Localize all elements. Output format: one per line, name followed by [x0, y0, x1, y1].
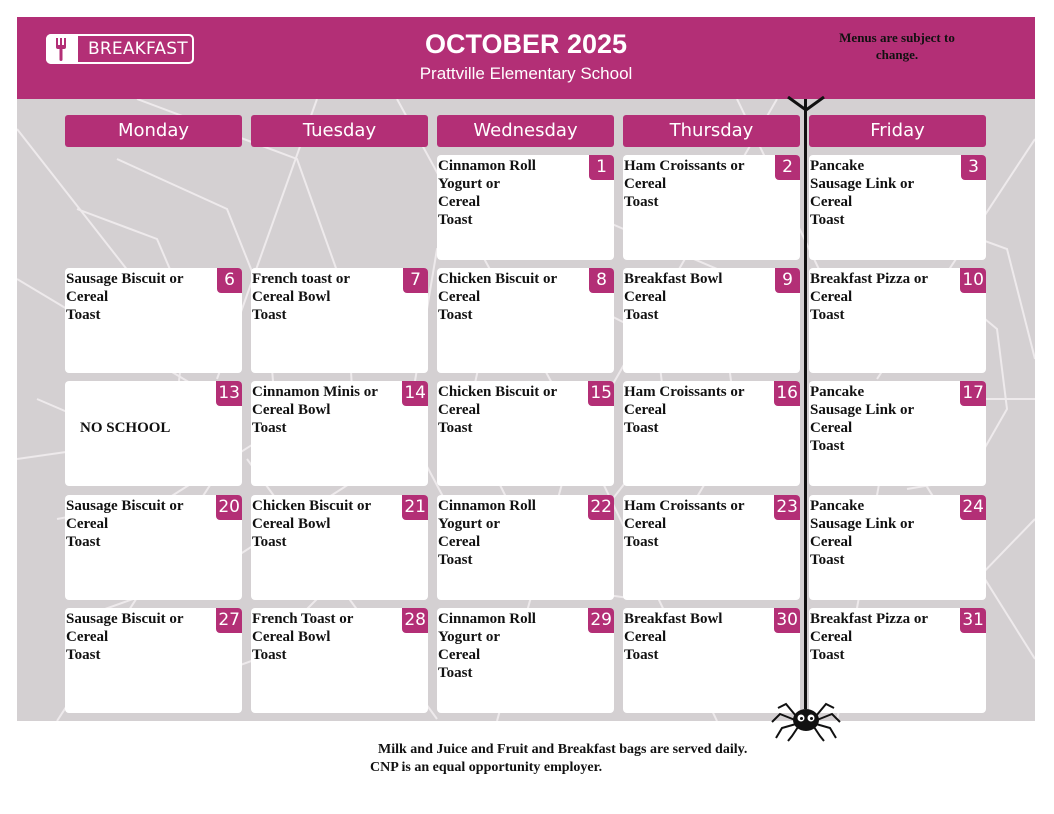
day-number-badge: 16 — [774, 381, 800, 406]
menu-item: Pancake — [810, 384, 865, 400]
day-cell — [251, 495, 428, 600]
day-cell — [623, 268, 800, 373]
menu-items — [438, 157, 588, 229]
menu-item: Cereal Bowl — [252, 289, 331, 305]
menu-items — [624, 497, 774, 551]
menu-item: Cereal — [438, 402, 481, 418]
menu-item: Toast — [624, 534, 659, 550]
menu-items — [624, 270, 774, 324]
menu-item: Chicken Biscuit or — [438, 384, 558, 400]
menu-item: Toast — [810, 438, 845, 454]
day-header-monday: Monday — [65, 115, 242, 147]
menu-item: Toast — [438, 552, 473, 568]
spider-icon — [770, 694, 842, 742]
menu-item: Cereal — [438, 289, 481, 305]
menu-item: Cereal — [624, 629, 667, 645]
menu-item: Cereal Bowl — [252, 402, 331, 418]
menu-item: Cereal — [624, 176, 667, 192]
menu-item: Sausage Biscuit or — [66, 498, 184, 514]
day-cell — [65, 608, 242, 713]
day-number-badge: 3 — [961, 155, 986, 180]
day-cell — [623, 381, 800, 486]
day-number-badge: 6 — [217, 268, 242, 293]
menu-item: Cereal — [810, 420, 853, 436]
menu-item: Toast — [252, 307, 287, 323]
day-cell — [809, 381, 986, 486]
breakfast-badge — [46, 34, 194, 64]
menu-item: French toast or — [252, 271, 351, 287]
menu-item: Sausage Biscuit or — [66, 271, 184, 287]
day-cell — [65, 381, 242, 486]
day-number-badge: 10 — [960, 268, 986, 293]
menu-item: Toast — [810, 647, 845, 663]
menu-item: Cereal Bowl — [252, 629, 331, 645]
menu-items — [810, 497, 960, 569]
menu-items — [438, 383, 588, 437]
day-number-badge: 9 — [775, 268, 800, 293]
badge-label: BREAKFAST — [88, 39, 188, 59]
menu-item: Cereal — [810, 534, 853, 550]
day-header-tuesday: Tuesday — [251, 115, 428, 147]
menu-item: Toast — [810, 212, 845, 228]
day-number-badge: 24 — [960, 495, 986, 520]
menu-item: Pancake — [810, 498, 865, 514]
menu-item: Toast — [624, 307, 659, 323]
header-banner — [17, 17, 1035, 99]
day-number-badge: 27 — [216, 608, 242, 633]
menu-item: Cereal — [810, 289, 853, 305]
menu-item: Cereal — [66, 289, 109, 305]
day-number-badge: 7 — [403, 268, 428, 293]
menu-items — [252, 497, 402, 551]
day-cell — [623, 495, 800, 600]
menu-item: Cereal — [66, 516, 109, 532]
empty-day-cell — [65, 155, 242, 260]
menu-item: Sausage Link or — [810, 516, 915, 532]
menu-item: Toast — [624, 647, 659, 663]
note-line-2: change. — [875, 47, 919, 62]
menu-items — [252, 610, 402, 664]
day-cell — [437, 268, 614, 373]
menu-item: Cereal — [66, 629, 109, 645]
menu-item: Toast — [438, 420, 473, 436]
menu-items — [66, 270, 216, 324]
menu-items — [252, 270, 402, 324]
day-cell — [809, 155, 986, 260]
school-name: Prattville Elementary School — [419, 64, 633, 83]
page-title: OCTOBER 2025 — [424, 29, 628, 59]
menu-item: Cereal — [810, 194, 853, 210]
day-number-badge: 15 — [588, 381, 614, 406]
menu-item: Toast — [438, 212, 473, 228]
day-number-badge: 8 — [589, 268, 614, 293]
menu-item: Breakfast Pizza or — [810, 611, 929, 627]
menu-item: Cereal — [624, 402, 667, 418]
day-cell — [809, 495, 986, 600]
menu-item: Cereal — [810, 629, 853, 645]
day-cell — [65, 268, 242, 373]
day-number-badge: 17 — [960, 381, 986, 406]
menu-item: Cereal Bowl — [252, 516, 331, 532]
menu-item: Cereal — [624, 289, 667, 305]
day-number-badge: 29 — [588, 608, 614, 633]
menu-items — [438, 610, 588, 682]
day-number-badge: 28 — [402, 608, 428, 633]
menu-item: Toast — [438, 665, 473, 681]
menu-item: Toast — [252, 647, 287, 663]
footer-notes — [360, 741, 840, 777]
menu-item: Cereal — [438, 647, 481, 663]
day-cell — [437, 381, 614, 486]
day-cell — [65, 495, 242, 600]
day-cell — [437, 155, 614, 260]
menu-items — [66, 497, 216, 551]
menu-item: Pancake — [810, 158, 865, 174]
day-cell — [251, 381, 428, 486]
menu-item: Sausage Link or — [810, 176, 915, 192]
day-header-wednesday: Wednesday — [437, 115, 614, 147]
menu-item: Breakfast Bowl — [624, 611, 723, 627]
menu-item: Toast — [66, 534, 101, 550]
menu-items — [810, 270, 960, 324]
day-cell — [623, 155, 800, 260]
thread-anchor-icon — [785, 96, 827, 112]
menu-item: Breakfast Pizza or — [810, 271, 929, 287]
day-number-badge: 22 — [588, 495, 614, 520]
menu-item: Cereal — [624, 516, 667, 532]
menu-item: Ham Croissants or — [624, 384, 745, 400]
day-header-thursday: Thursday — [623, 115, 800, 147]
no-school-label: NO SCHOOL — [80, 420, 171, 436]
menu-items — [624, 610, 774, 664]
menu-items — [252, 383, 402, 437]
footer-line-2: CNP is an equal opportunity employer. — [370, 760, 603, 775]
menu-item: Toast — [624, 420, 659, 436]
menu-item: Toast — [252, 534, 287, 550]
menu-item: Breakfast Bowl — [624, 271, 723, 287]
footer-line-1: Milk and Juice and Fruit and Breakfast bags are served daily. — [378, 742, 748, 757]
menu-item: Toast — [66, 647, 101, 663]
spider-thread — [804, 99, 807, 709]
menu-item: Ham Croissants or — [624, 158, 745, 174]
menu-item: Ham Croissants or — [624, 498, 745, 514]
menu-item: Toast — [66, 307, 101, 323]
day-cell — [437, 495, 614, 600]
menu-item: Sausage Biscuit or — [66, 611, 184, 627]
menu-items — [810, 157, 960, 229]
day-number-badge: 1 — [589, 155, 614, 180]
menu-items — [66, 610, 216, 664]
empty-day-cell — [251, 155, 428, 260]
menu-item: Yogurt or — [438, 176, 501, 192]
menu-item: Cinnamon Minis or — [252, 384, 378, 400]
day-number-badge: 23 — [774, 495, 800, 520]
day-cell — [251, 268, 428, 373]
day-number-badge: 14 — [402, 381, 428, 406]
menu-item: Toast — [810, 307, 845, 323]
menu-item: Cinnamon Roll — [438, 498, 536, 514]
day-number-badge: 30 — [774, 608, 800, 633]
day-cell — [809, 268, 986, 373]
menu-item: Yogurt or — [438, 516, 501, 532]
menu-items — [438, 497, 588, 569]
menu-items — [624, 157, 774, 211]
menu-item: Sausage Link or — [810, 402, 915, 418]
day-number-badge: 21 — [402, 495, 428, 520]
menu-item: Yogurt or — [438, 629, 501, 645]
menu-item: French Toast or — [252, 611, 354, 627]
menu-items — [438, 270, 588, 324]
menu-item: Toast — [438, 307, 473, 323]
fork-icon — [46, 34, 78, 64]
menu-item: Toast — [810, 552, 845, 568]
menu-item: Toast — [624, 194, 659, 210]
day-number-badge: 2 — [775, 155, 800, 180]
menu-item: Cinnamon Roll — [438, 158, 536, 174]
menu-change-note — [807, 29, 987, 63]
menu-item: Chicken Biscuit or — [252, 498, 372, 514]
day-cell — [437, 608, 614, 713]
menu-item: Cinnamon Roll — [438, 611, 536, 627]
menu-items — [624, 383, 774, 437]
menu-item: Cereal — [438, 534, 481, 550]
day-number-badge: 20 — [216, 495, 242, 520]
day-header-friday: Friday — [809, 115, 986, 147]
day-cell — [251, 608, 428, 713]
menu-item: Toast — [252, 420, 287, 436]
menu-item: Cereal — [438, 194, 481, 210]
note-line-1: Menus are subject to — [839, 30, 955, 45]
menu-items — [810, 610, 960, 664]
menu-items — [810, 383, 960, 455]
day-number-badge: 13 — [216, 381, 242, 406]
day-number-badge: 31 — [960, 608, 986, 633]
menu-item: Chicken Biscuit or — [438, 271, 558, 287]
